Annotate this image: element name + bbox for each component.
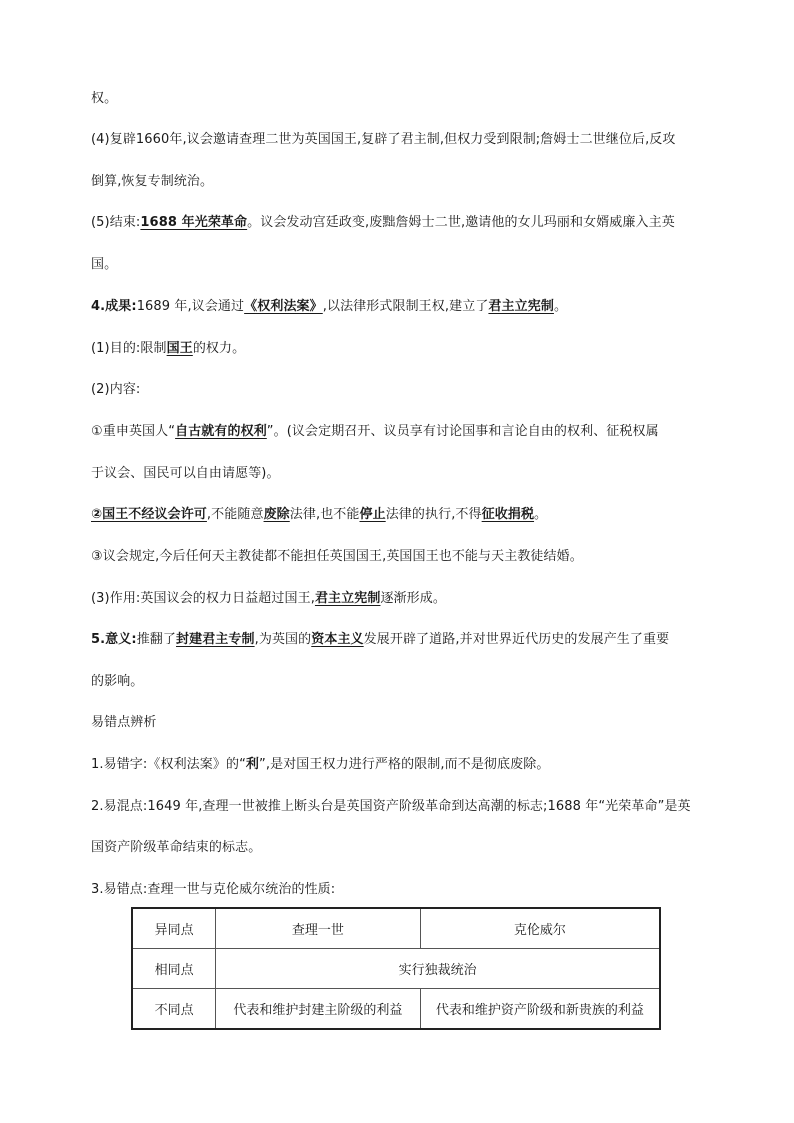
text-line — [91, 881, 711, 899]
key-term: 停止 — [359, 507, 386, 522]
text-line — [91, 131, 711, 149]
subsection-title — [91, 714, 711, 732]
text-line — [91, 90, 711, 108]
table-header-cell: 异同点 — [132, 908, 216, 949]
key-term: 君主立宪制 — [314, 591, 381, 606]
table-row — [132, 989, 660, 1030]
line-text: (3)作用:英国议会的权力日益超过国王, — [91, 591, 315, 606]
key-term: 1688 年光荣革命 — [140, 215, 248, 230]
key-term: 国王 — [166, 341, 193, 356]
line-text: 的权力。 — [192, 341, 246, 356]
line-text: ,以法律形式限制王权,建立了 — [322, 299, 489, 314]
key-term: 征收捐税 — [481, 507, 535, 522]
text-line — [91, 381, 711, 399]
line-text: 国。 — [91, 257, 118, 272]
table-cell: 代表和维护封建主阶级的利益 — [216, 989, 421, 1030]
line-text: (4)复辟1660年,议会邀请查理二世为英国国王,复辟了君主制,但权力受到限制;詹姆士二世继位后,反攻 — [91, 132, 676, 147]
comparison-table — [131, 907, 661, 1030]
line-text: 法律的执行,不得 — [385, 507, 482, 522]
text-line — [91, 340, 711, 358]
key-term: ②国王不经议会许可 — [91, 507, 207, 522]
text-line — [91, 548, 711, 566]
line-text: ,为英国的 — [254, 632, 312, 647]
text-line — [91, 423, 711, 441]
section-heading: 5.意义: — [91, 632, 137, 647]
line-text: ③议会规定,今后任何天主教徒都不能担任英国国王,英国国王也不能与天主教徒结婚。 — [91, 549, 583, 564]
line-text: ①重申英国人“ — [91, 424, 176, 439]
key-term: 《权利法案》 — [244, 299, 323, 314]
table-cell: 不同点 — [132, 989, 216, 1030]
line-text: 易错点辨析 — [91, 715, 157, 730]
line-text: 1689 年,议会通过 — [136, 299, 245, 314]
key-term: 君主立宪制 — [488, 299, 554, 314]
line-text: 权。 — [91, 91, 118, 106]
line-text: (1)目的:限制 — [91, 341, 167, 356]
line-text: 1.易错字:《权利法案》的“ — [91, 757, 246, 772]
key-term: 废除 — [263, 507, 290, 522]
section-heading: 4.成果: — [91, 299, 137, 314]
text-line — [91, 839, 711, 857]
line-text: 。 — [534, 507, 548, 522]
text-line — [91, 798, 711, 816]
text-line — [91, 465, 711, 483]
line-text: 逐渐形成。 — [380, 591, 446, 606]
line-text: 法律,也不能 — [289, 507, 360, 522]
line-text: 发展开辟了道路,并对世界近代历史的发展产生了重要 — [363, 632, 670, 647]
line-text: 国资产阶级革命结束的标志。 — [91, 840, 262, 855]
line-text: 。议会发动宫廷政变,废黜詹姆士二世,邀请他的女儿玛丽和女婿威廉入主英 — [247, 215, 675, 230]
key-term: 自古就有的权利 — [175, 424, 267, 439]
text-line — [91, 256, 711, 274]
section-heading-line — [91, 631, 711, 649]
line-text: 推翻了 — [136, 632, 176, 647]
line-text: 倒算,恢复专制统治。 — [91, 174, 214, 189]
text-line — [91, 506, 711, 524]
line-text: 3.易错点:查理一世与克伦威尔统治的性质: — [91, 882, 336, 897]
line-text: ”。(议会定期召开、议员享有讨论国事和言论自由的权利、征税权属 — [266, 424, 659, 439]
table-header-cell: 查理一世 — [216, 908, 421, 949]
table-header-cell: 克伦威尔 — [420, 908, 660, 949]
line-text: 2.易混点:1649 年,查理一世被推上断头台是英国资产阶级革命到达高潮的标志;1688 年“光荣革命”是英 — [91, 799, 691, 814]
key-term: 资本主义 — [311, 632, 364, 647]
table-cell: 实行独裁统治 — [216, 949, 660, 989]
section-heading-line — [91, 298, 711, 316]
line-text: ”,是对国王权力进行严格的限制,而不是彻底废除。 — [259, 757, 550, 772]
text-line — [91, 673, 711, 691]
table-row — [132, 949, 660, 989]
key-term: 封建君主专制 — [176, 632, 255, 647]
text-line — [91, 590, 711, 608]
table-cell: 代表和维护资产阶级和新贵族的利益 — [420, 989, 660, 1030]
line-text: 。 — [553, 299, 568, 314]
line-text: (2)内容: — [91, 382, 141, 397]
key-term: 利 — [245, 757, 260, 772]
text-line — [91, 214, 711, 232]
text-line — [91, 173, 711, 191]
line-text: 于议会、国民可以自由请愿等)。 — [91, 466, 280, 481]
table-cell: 相同点 — [132, 949, 216, 989]
text-line — [91, 756, 711, 774]
line-text: ,不能随意 — [206, 507, 264, 522]
line-text: 的影响。 — [91, 674, 144, 689]
table-header-row — [132, 908, 660, 949]
line-text: (5)结束: — [91, 215, 141, 230]
